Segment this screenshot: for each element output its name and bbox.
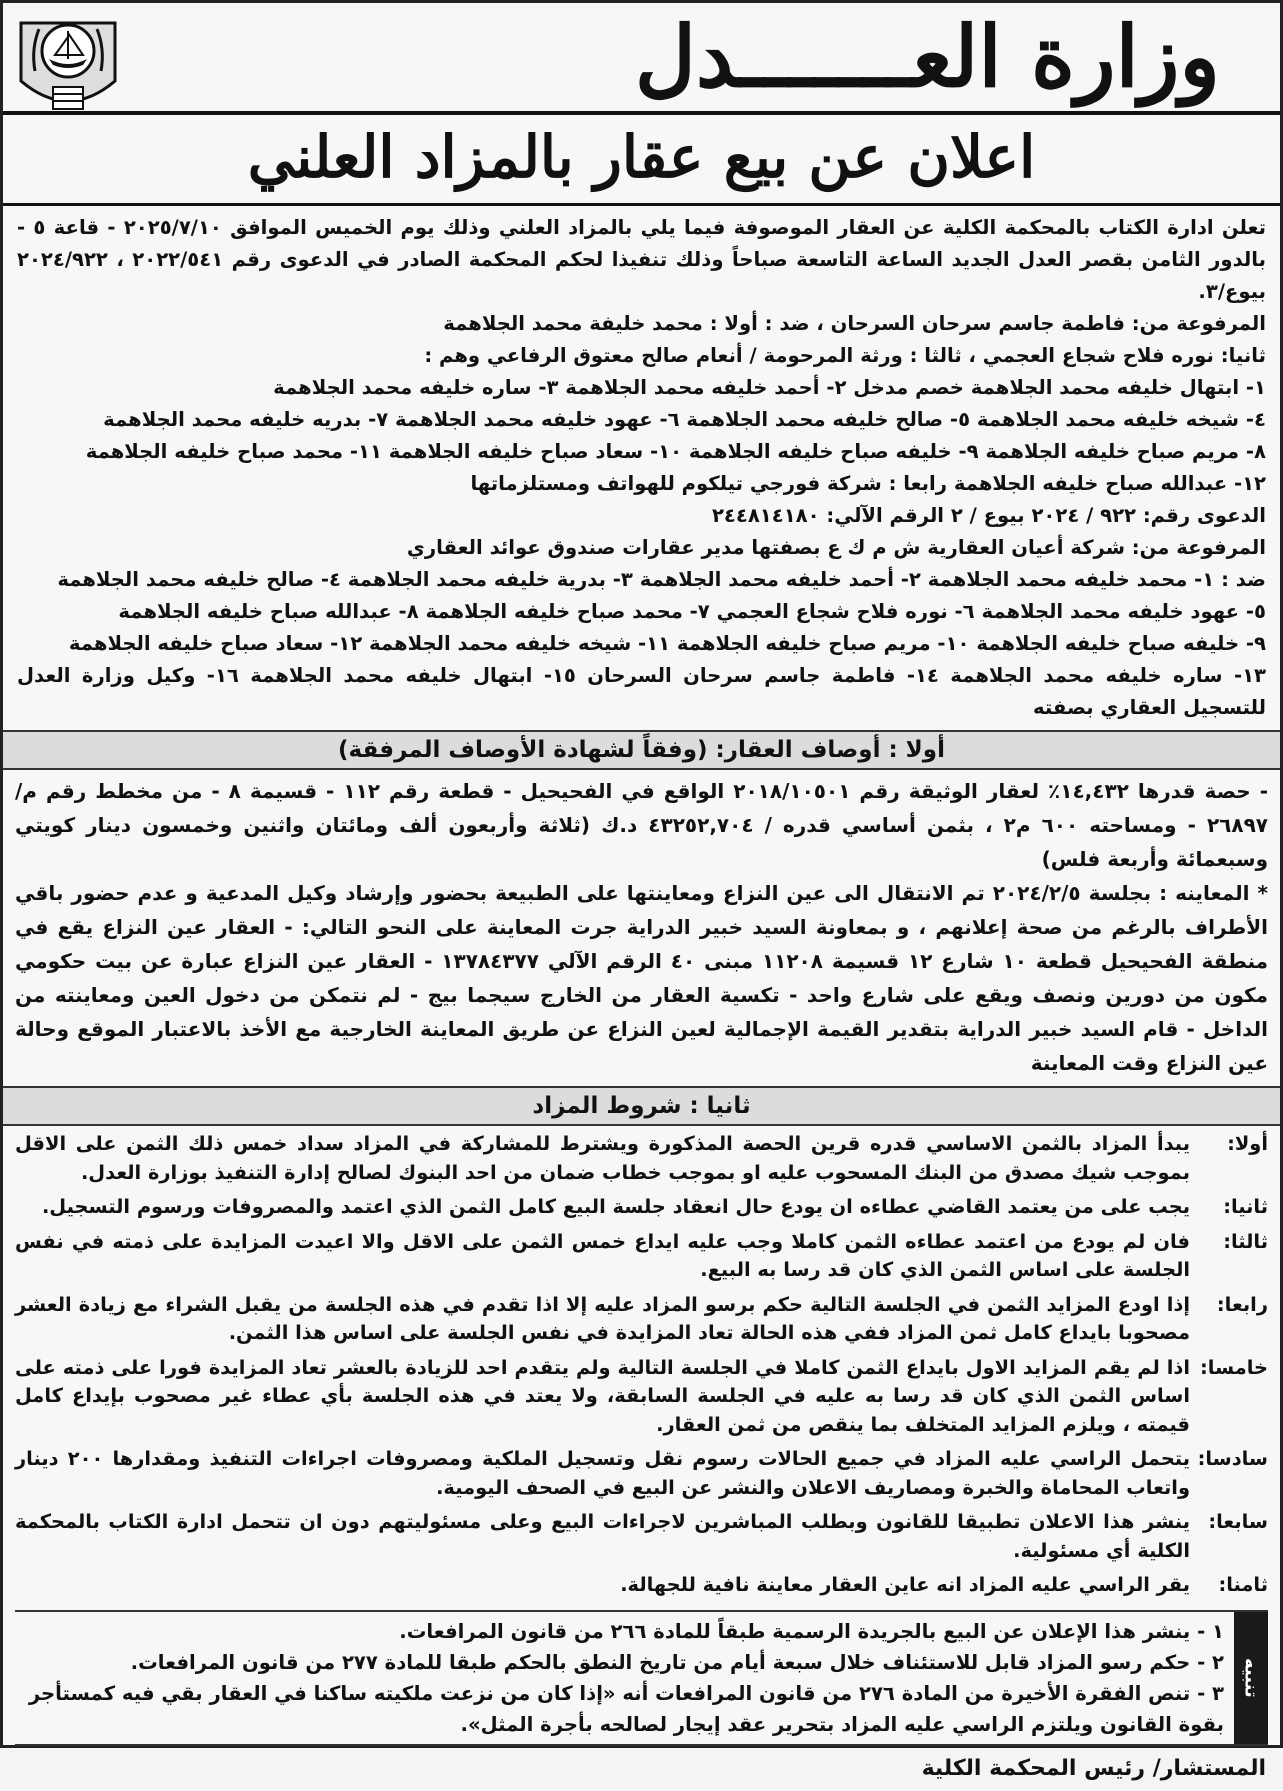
- header: [3, 3, 1280, 115]
- condition-item: [15, 1508, 1268, 1565]
- condition-item: [15, 1228, 1268, 1285]
- intro-line: المرفوعة من: شركة أعيان العقارية ش م ك ع بصفتها مدير عقارات صندوق عوائد العقاري: [406, 536, 1266, 559]
- condition-item: [15, 1354, 1268, 1440]
- condition-label: أولا:: [1227, 1132, 1268, 1155]
- condition-label: ثانيا:: [1223, 1195, 1268, 1218]
- intro-line: ضد : ١- محمد خليفه محمد الجلاهمة ٢- أحمد خليفه محمد الجلاهمة ٣- بدرية خليفه محمد الجلاهمة ٤- صالح خليفه محمد الجلاهمة: [57, 568, 1266, 591]
- note-line: ١ - ينشر هذا الإعلان عن البيع بالجريدة الرسمية طبقاً للمادة ٢٦٦ من قانون المرافعات.: [399, 1619, 1224, 1643]
- condition-label: سابعا:: [1208, 1510, 1268, 1533]
- note-line: ٣ - تنص الفقرة الأخيرة من المادة ٢٧٦ من قانون المرافعات أنه «إذا كان من نزعت ملكيته ساكنا في العقار بقي فيه كمستأجر بقوة القانون ويلتزم الراسي عليه المزاد بتحرير عقد إيجار لصالحه بأجرة المثل».: [28, 1681, 1224, 1736]
- condition-item: [15, 1445, 1268, 1502]
- auction-conditions: [3, 1126, 1280, 1600]
- condition-item: [15, 1571, 1268, 1600]
- condition-label: خامسا:: [1199, 1355, 1268, 1379]
- intro-line: ٤- شيخه خليفه محمد الجلاهمة ٥- صالح خليفه محمد الجلاهمة ٦- عهود خليفه محمد الجلاهمة ٧- بدريه خليفه محمد الجلاهمة: [103, 408, 1266, 431]
- section-heading-description: أولا : أوصاف العقار: (وفقاً لشهادة الأوصاف المرفقة): [3, 730, 1280, 770]
- section-heading-conditions: ثانيا : شروط المزاد: [3, 1086, 1280, 1126]
- intro-line: ١- ابتهال خليفه محمد الجلاهمة خصم مدخل ٢- أحمد خليفه محمد الجلاهمة ٣- ساره خليفه محمد الجلاهمة: [273, 376, 1266, 399]
- notes-box: [15, 1610, 1268, 1746]
- intro-line: ٥- عهود خليفه محمد الجلاهمة ٦- نوره فلاح شجاع العجمي ٧- محمد صباح خليفه الجلاهمة ٨- عبدالله صباح خليفه الجلاهمة: [118, 600, 1266, 623]
- intro-line: ٩- خليفه صباح خليفه الجلاهمة ١٠- مريم صباح خليفه الجلاهمة ١١- شيخه خليفه محمد الجلاهمة ١٢- سعاد صباح خليفه الجلاهمة: [68, 632, 1266, 655]
- inspection-paragraph: * المعاينه : بجلسة ٢٠٢٤/٢/٥ تم الانتقال الى عين النزاع ومعاينتها على الطبيعة بحضور وإرشاد وكيل المدعية و عدم حضور باقي الأطراف بالرغم من صحة إعلانهم ، و بمعاونة السيد خبير الدراية جرت المعاينة على النحو التالي: - العقار عين النزاع يقع في منطقة الفحيحيل قطعة ١٠ شارع ١٢ قسيمة ١١٢٠٨ مبنى ٤٠ الرقم الآلي ١٣٧٨٤٣٧٧ - العقار عين النزاع عبارة عن بيت حكومي مكون من دورين ونصف ويقع على شارع واحد - تكسية العقار من الخارج سيجما بيج - لم نتمكن من دخول العين ومعاينته من الداخل - قام السيد خبير الدراية بتقدير القيمة الإجمالية لعين النزاع عن طريق المعاينة الخارجية مع الأخذ بالاعتبار الموقع وحالة عين النزاع وقت المعاينة: [15, 881, 1269, 1075]
- intro-line: المرفوعة من: فاطمة جاسم سرحان السرحان ، ضد : أولا : محمد خليفة محمد الجلاهمة: [443, 312, 1266, 335]
- condition-item: [15, 1193, 1268, 1222]
- condition-text: يجب على من يعتمد القاضي عطاءه ان يودع حال انعقاد جلسة البيع كامل الثمن الذي اعتمد والمصروفات ورسوم التسجيل.: [41, 1195, 1190, 1218]
- signature: المستشار/ رئيس المحكمة الكلية: [921, 1755, 1266, 1781]
- condition-item: [15, 1291, 1268, 1348]
- note-line: ٢ - حكم رسو المزاد قابل للاستئناف خلال سبعة أيام من تاريخ النطق بالحكم طبقا للمادة ٢٧٧ من قانون المرافعات.: [130, 1650, 1224, 1674]
- intro-line: ١٢- عبدالله صباح خليفه الجلاهمة رابعا : شركة فورجي تيلكوم للهواتف ومستلزماتها: [470, 472, 1266, 495]
- intro-line: الدعوى رقم: ٩٢٢ / ٢٠٢٤ بيوع / ٢ الرقم الآلي: ٢٤٤٨١٤١٨٠: [711, 504, 1266, 527]
- ministry-name: وزارة العـــــــدل: [634, 7, 1220, 106]
- condition-text: ينشر هذا الاعلان تطبيقا للقانون وبطلب المباشرين لاجراءات البيع وعلى مسئوليتهم دون ان تتحمل ادارة الكتاب بالمحكمة الكلية أي مسئولية.: [15, 1510, 1190, 1562]
- condition-text: فان لم يودع من اعتمد عطاءه الثمن كاملا وجب عليه ايداع خمس الثمن على الاقل والا اعيدت المزايدة على ذمته في نفس الجلسة على اساس الثمن الذي كان قد رسا به البيع.: [15, 1229, 1190, 1281]
- condition-text: إذا اودع المزايد الثمن في الجلسة التالية حكم برسو المزاد عليه إلا اذا تقدم في هذه الجلسة من يقبل الشراء مع زيادة العشر مصحوبا بايداع كامل ثمن المزاد ففي هذه الحالة تعاد المزايدة في نفس الجلسة على اساس هذا الثمن.: [15, 1292, 1190, 1344]
- intro-line: ثانيا: نوره فلاح شجاع العجمي ، ثالثا : ورثة المرحومة / أنعام صالح معتوق الرفاعي وهم :: [424, 344, 1266, 367]
- kuwait-emblem-icon: [13, 9, 123, 121]
- description-paragraph: - حصة قدرها ١٤,٤٣٢٪ لعقار الوثيقة رقم ٢٠١٨/١٠٥٠١ الواقع في الفحيحيل - قطعة رقم ١١٢ - قسيمة ٨ - من مخطط رقم م/٢٦٨٩٧ - ومساحته ٦٠٠ م٢ ، بثمن أساسي قدره / ٤٣٢٥٢,٧٠٤ د.ك (ثلاثة وأربعون ألف ومائتان واثنين وخمسون دينار كويتي وسبعمائة وأربعة فلس): [15, 779, 1269, 871]
- condition-text: يتحمل الراسي عليه المزاد في جميع الحالات رسوم نقل وتسجيل الملكية ومصروفات اجراءات التنفيذ ومقدارها ٢٠٠ دينار واتعاب المحاماة والخبرة ومصاريف الاعلان والنشر عن البيع في الصحف اليومية.: [15, 1447, 1190, 1499]
- intro-line: ٨- مريم صباح خليفه الجلاهمة ٩- خليفه صباح خليفه الجلاهمة ١٠- سعاد صباح خليفه الجلاهمة ١١- محمد صباح خليفه الجلاهمة: [85, 440, 1266, 463]
- notes-tag: تنبيه: [1234, 1612, 1268, 1744]
- intro-block: [3, 206, 1280, 724]
- condition-label: ثامنا:: [1218, 1573, 1268, 1596]
- condition-label: سادسا:: [1197, 1447, 1268, 1470]
- intro-line: ١٣- ساره خليفه محمد الجلاهمة ١٤- فاطمة جاسم سرحان السرحان ١٥- ابتهال خليفه محمد الجلاهمة ١٦- وكيل وزارة العدل للتسجيل العقاري بصفته: [17, 664, 1266, 719]
- intro-line: تعلن ادارة الكتاب بالمحكمة الكلية عن العقار الموصوفة فيما يلي بالمزاد العلني وذلك يوم الخميس الموافق ٢٠٢٥/٧/١٠ - قاعة ٥ - بالدور الثامن بقصر العدل الجديد الساعة التاسعة صباحاً وذلك تنفيذا لحكم المحكمة الصادر في الدعوى رقم ٢٠٢٢/٥٤١ ، ٢٠٢٤/٩٢٢ بيوع/٣.: [17, 216, 1266, 303]
- property-description: [3, 770, 1280, 1080]
- condition-item: [15, 1130, 1268, 1187]
- announcement-title: اعلان عن بيع عقار بالمزاد العلني: [3, 115, 1280, 206]
- condition-label: ثالثا:: [1223, 1229, 1268, 1253]
- condition-text: يقر الراسي عليه المزاد انه عاين العقار معاينة نافية للجهالة.: [620, 1573, 1190, 1596]
- condition-label: رابعا:: [1216, 1292, 1268, 1316]
- condition-text: يبدأ المزاد بالثمن الاساسي قدره قرين الحصة المذكورة ويشترط للمشاركة في المزاد سداد خمس ذلك الثمن على الاقل بموجب شيك مصدق من البنك المسحوب عليه او بموجب خطاب ضمان من احد البنوك لصالح إدارة التنفيذ بوزارة العدل.: [15, 1132, 1190, 1184]
- condition-text: اذا لم يقم المزايد الاول بايداع الثمن كاملا في الجلسة التالية ولم يتقدم احد للزيادة بالعشر تعاد المزايدة فورا على ذمته على اساس الثمن الذي كان قد رسا به عليه في الجلسة السابقة، ولا يعتد في هذه الجلسة بأي عطاء غير مصحوب بإيداع كامل قيمته ، ويلزم المزايد المتخلف بما ينقص من ثمن العقار.: [15, 1355, 1190, 1436]
